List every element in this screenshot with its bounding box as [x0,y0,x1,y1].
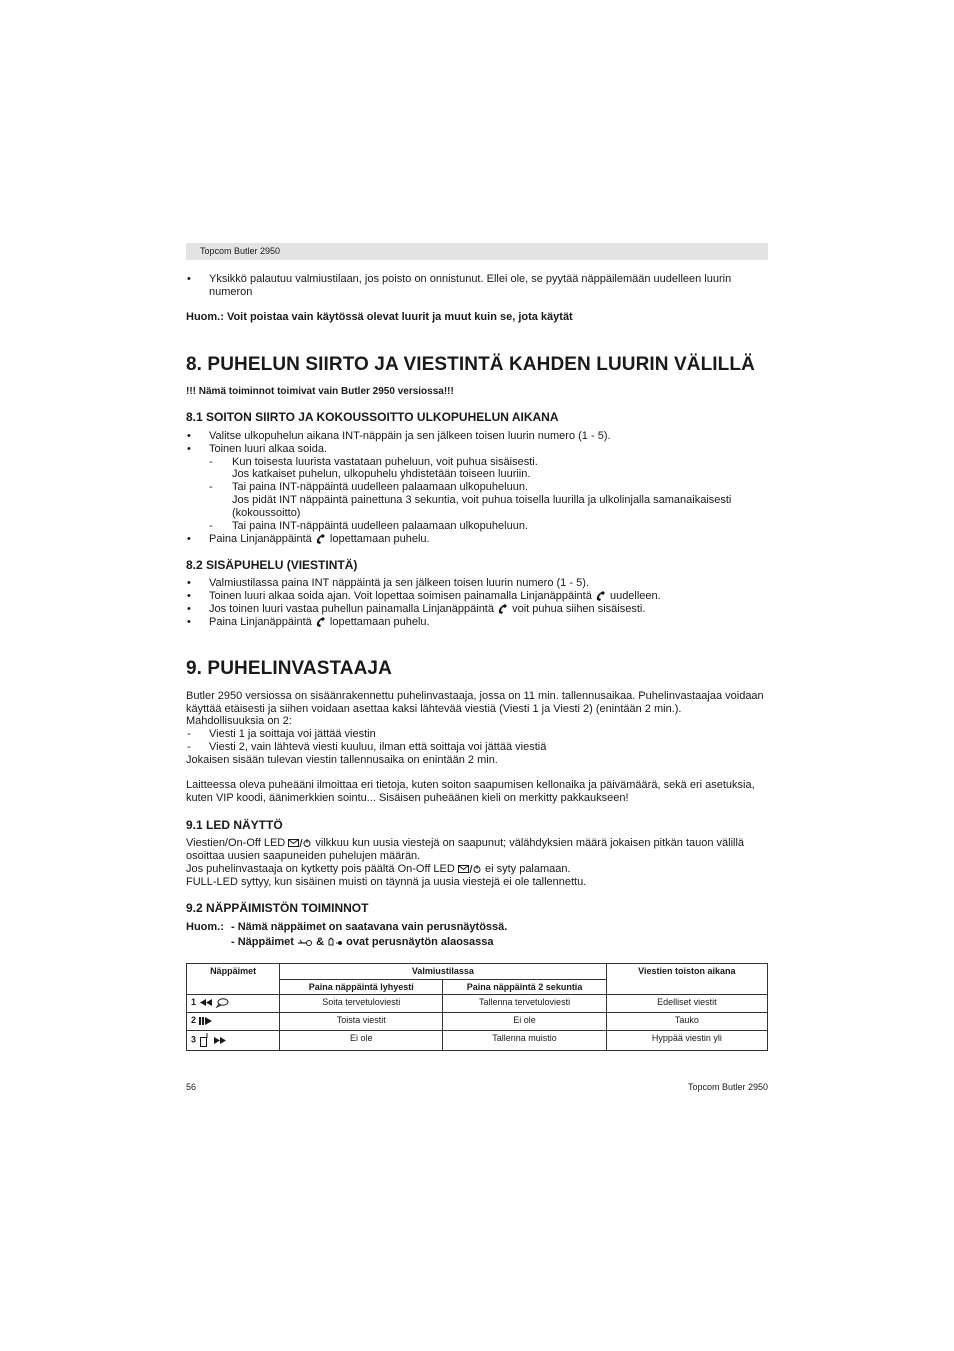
dash: - [209,481,213,493]
phone-line-icon [497,603,509,615]
phone-line-icon [595,590,607,602]
s9-p3: Mahdollisuuksia on 2: [186,715,292,727]
rewind-icon [199,998,213,1007]
cell-playback: Tauko [606,1013,767,1031]
bullet: • [187,603,191,615]
s82-b2-post: uudelleen. [609,590,661,602]
s82-bullet-3 [209,603,645,616]
s92-note-1: - Nämä näppäimet on saatavana vain perusnäytössä. [231,921,508,933]
memo-handset-icon [199,1033,211,1047]
th-long: Paina näppäintä 2 sekuntia [443,979,606,995]
s81-dash-2a: Tai paina INT-näppäintä uudelleen palaamaan ulkopuheluun. [232,481,529,493]
s81-dash-2c: (kokoussoitto) [232,507,301,519]
section-8-2-heading: 8.2 SISÄPUHELU (VIESTINTÄ) [186,558,358,572]
cell-long: Tallenna muistio [443,1031,606,1051]
s81-dash-1b: Jos katkaiset puhelun, ulkopuhelu yhdistetään toiseen luuriin. [232,468,531,480]
s92-note-label: Huom.: [186,921,224,933]
section-8-warning: !!! Nämä toiminnot toimivat vain Butler 2950 versiossa!!! [186,386,454,397]
section-9-2-heading: 9.2 NÄPPÄIMISTÖN TOIMINNOT [186,901,369,915]
s9-p1: Butler 2950 versiossa on sisäänrakennettu puhelinvastaaja, jossa on 11 min. tallennusaikaa. Puhelinvastaajaa voidaan [186,690,764,702]
s91-line2: osoittaa uusien saapuneiden puhelujen määrän. [186,850,421,862]
s91-l3-pre: Jos puhelinvastaaja on kytketty pois päältä On-Off LED [186,863,455,875]
key-number: 2 [191,1015,197,1025]
phone-line-icon [315,616,327,628]
th-keys: Näppäimet [187,964,280,995]
s9-p2: käyttää etäisesti ja siihen voidaan asettaa kaksi lähtevää viestiä (Viesti 1 ja Viesti 2) (enintään 2 min.). [186,703,682,715]
s82-bullet-2 [209,590,661,603]
dash: - [187,728,191,740]
s91-line4: FULL-LED syttyy, kun sisäinen muisti on täynnä ja uusia viestejä ei ole tallennettu. [186,876,587,888]
table-row [187,1013,768,1031]
section-8-heading: 8. PUHELUN SIIRTO JA VIESTINTÄ KAHDEN LUURIN VÄLILLÄ [186,354,755,375]
running-header [186,243,768,260]
s92-n2-post: ovat perusnäytön alaosassa [346,936,494,948]
play-pause-icon [199,1016,213,1026]
bullet: • [187,443,191,455]
header-title: Topcom Butler 2950 [200,246,281,256]
s9-p8: kuten VIP koodi, äänimerkkien sointu... Sisäisen puheäänen kieli on merkitty pakkaukseen! [186,792,629,804]
s82-b4-post: lopettamaan puhelu. [329,616,430,628]
section-8-1-heading: 8.1 SOITON SIIRTO JA KOKOUSSOITTO ULKOPUHELUN AIKANA [186,410,559,424]
envelope-power-icon [458,864,482,874]
bullet: • [187,616,191,628]
intro-bullet-line2: numeron [209,286,253,298]
s91-l3-post: ei syty palamaan. [484,863,571,875]
s81-dash-1a: Kun toisesta luurista vastataan puheluun, voit puhua sisäisesti. [232,456,538,468]
s91-line1 [186,837,744,850]
s92-n2-pre: - Näppäimet [231,936,294,948]
envelope-power-icon [288,838,312,848]
th-playback: Viestien toiston aikana [606,964,767,995]
s9-p7: Laitteessa oleva puheääni ilmoittaa eri tietoja, kuten soiton saapumisen kellonaika ja päivämäärä, sekä eri asetuksia, [186,779,755,791]
s82-bullet-4 [209,616,430,629]
s82-b3-pre: Jos toinen luuri vastaa puhellun painamalla Linjanäppäintä [209,603,494,615]
s81-bullet-2: Toinen luuri alkaa soida. [209,443,328,455]
cell-playback: Edelliset viestit [606,995,767,1013]
s92-n2-amp: & [316,936,325,948]
bullet: • [187,533,191,545]
s9-p5: Viesti 2, vain lähtevä viesti kuuluu, ilman että soittaja voi jättää viestiä [209,741,547,753]
bullet: • [187,577,191,589]
key-right-icon [327,937,343,947]
dash: - [209,456,213,468]
s92-note-2 [231,936,494,949]
dash: - [209,520,213,532]
bullet: • [187,273,191,285]
intro-note: Huom.: Voit poistaa vain käytössä olevat luurit ja muut kuin se, jota käytät [186,311,573,323]
table-row [187,1031,768,1051]
table-row [187,995,768,1013]
cell-short: Toista viestit [280,1013,443,1031]
key-number: 3 [191,1034,197,1045]
cell-playback: Hyppää viestin yli [606,1031,767,1051]
phone-line-icon [315,533,327,545]
page-number: 56 [186,1082,197,1092]
bullet: • [187,430,191,442]
cell-long: Ei ole [443,1013,606,1031]
th-standby: Valmiustilassa [280,964,607,980]
s9-p6: Jokaisen sisään tulevan viestin tallennusaika on enintään 2 min. [186,754,498,766]
key-left-icon [297,937,313,947]
s81-b3-post: lopettamaan puhelu. [329,533,430,545]
intro-bullet-line1: Yksikkö palautuu valmiustilaan, jos poisto on onnistunut. Ellei ole, se pyytää näppäilemään uudelleen luurin [209,273,732,285]
s9-p4: Viesti 1 ja soittaja voi jättää viestin [209,728,376,740]
section-9-heading: 9. PUHELINVASTAAJA [186,658,392,679]
s82-b2-pre: Toinen luuri alkaa soida ajan. Voit lopettaa soimisen painamalla Linjanäppäintä [209,590,592,602]
dash: - [187,741,191,753]
key-cell [187,995,280,1013]
s81-bullet-3 [209,533,430,546]
s91-line3 [186,863,571,876]
s81-bullet-1: Valitse ulkopuhelun aikana INT-näppäin ja sen jälkeen toisen luurin numero (1 - 5). [209,430,611,442]
cell-short: Ei ole [280,1031,443,1051]
s81-b3-pre: Paina Linjanäppäintä [209,533,312,545]
s81-dash-3: Tai paina INT-näppäintä uudelleen palaamaan ulkopuheluun. [232,520,529,532]
s82-b4-pre: Paina Linjanäppäintä [209,616,312,628]
bullet: • [187,590,191,602]
key-cell [187,1031,280,1051]
speech-bubble-icon [215,998,229,1008]
s81-dash-2b: Jos pidät INT näppäintä painettuna 3 sekuntia, voit puhua toisella luurilla ja ulkolinjalla samanaikaisesti [232,494,732,506]
key-number: 1 [191,997,197,1007]
s82-b3-post: voit puhua siihen sisäisesti. [512,603,646,615]
key-cell [187,1013,280,1031]
s82-bullet-1: Valmiustilassa paina INT näppäintä ja sen jälkeen toisen luurin numero (1 - 5). [209,577,589,589]
s91-l1-pre: Viestien/On-Off LED [186,837,286,849]
fast-forward-icon [213,1036,227,1045]
th-short: Paina näppäintä lyhyesti [280,979,443,995]
s91-l1-post: vilkkuu kun uusia viestejä on saapunut; välähdyksien määrä jokaisen pitkän tauon välillä [315,837,745,849]
footer-brand: Topcom Butler 2950 [687,1082,768,1092]
section-9-1-heading: 9.1 LED NÄYTTÖ [186,818,283,832]
keys-table [186,963,768,1051]
cell-short: Soita tervetuloviesti [280,995,443,1013]
cell-long: Tallenna tervetuloviesti [443,995,606,1013]
